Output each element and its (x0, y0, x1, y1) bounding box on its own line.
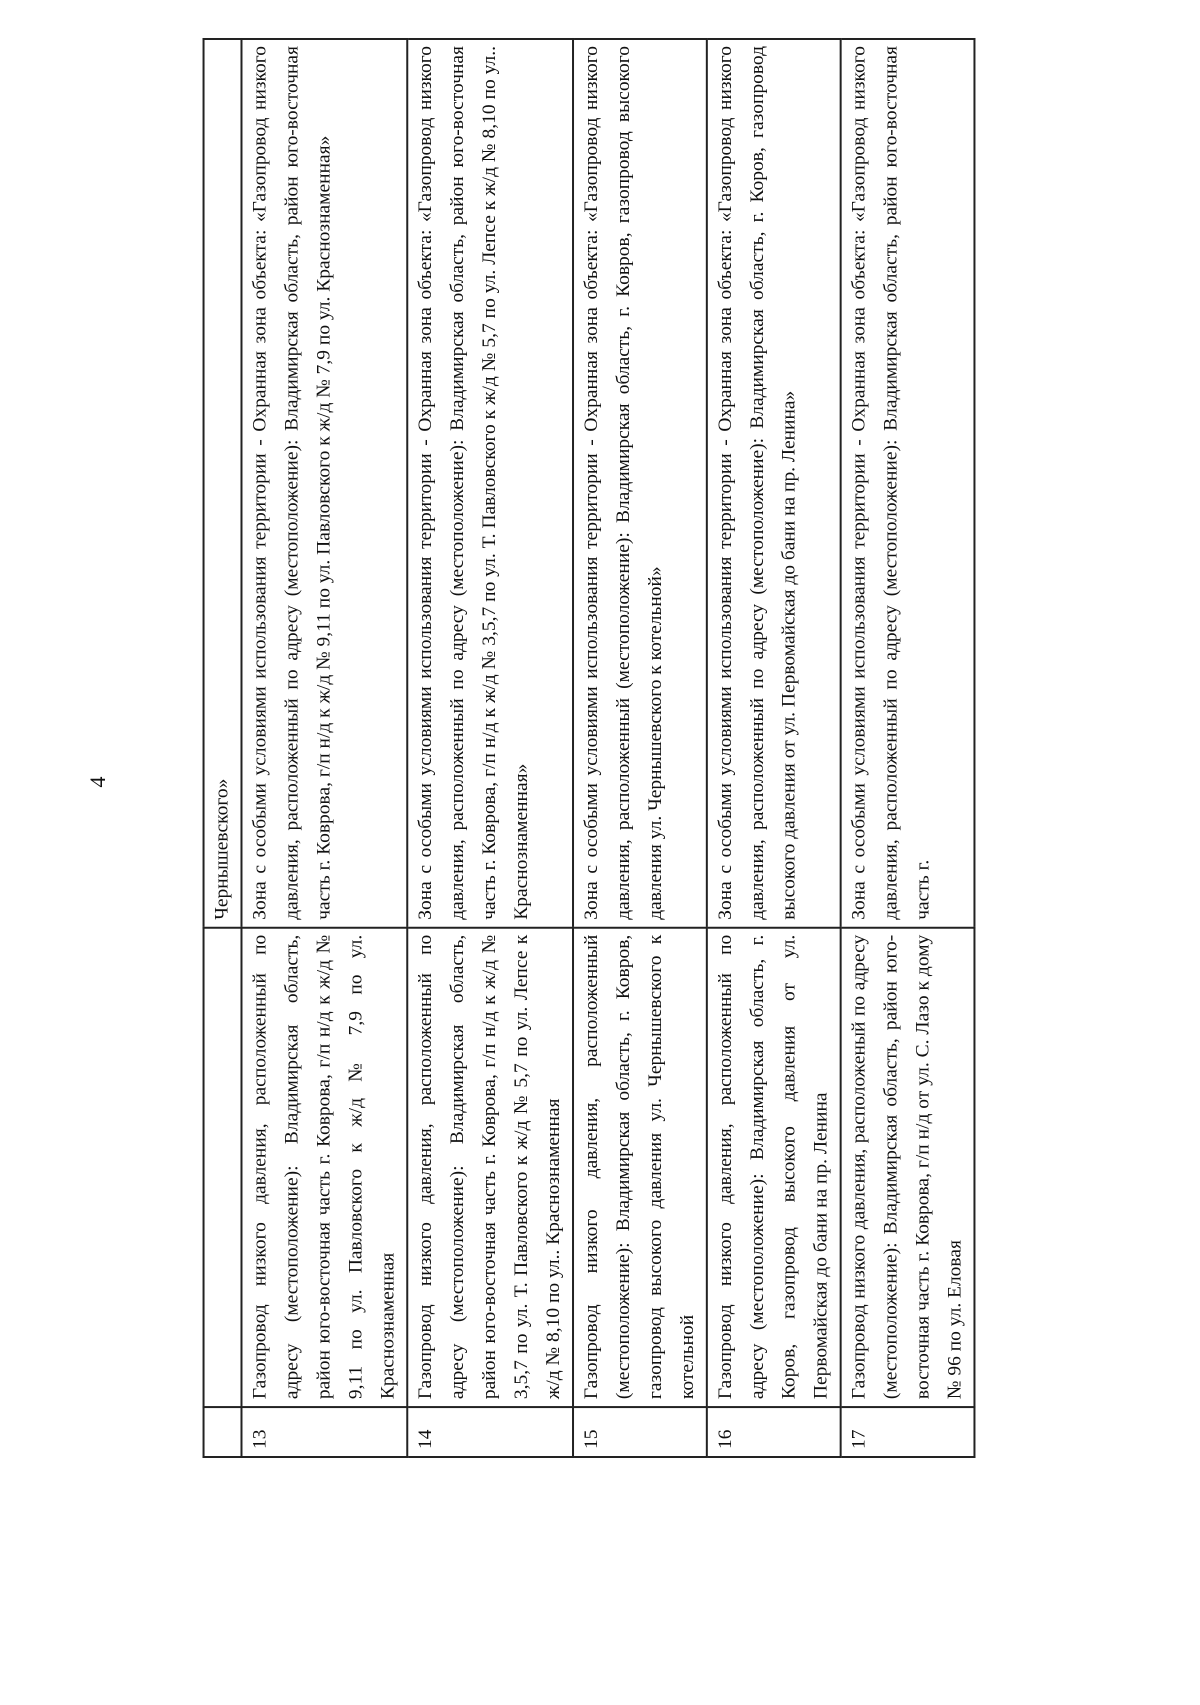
row-number: 14 (407, 1407, 573, 1457)
page-number: 4 (85, 776, 110, 788)
cell-num-empty (204, 1407, 242, 1457)
table-row (573, 39, 707, 1457)
table-row-continuation (204, 39, 242, 1457)
row-number: 13 (241, 1407, 407, 1457)
cell-zone-continuation: Чернышевского» (204, 39, 242, 928)
zone-description: Зона с особыми условиями использования территории - Охранная зона объекта: «Газопровод низкого давления, расположенный (местоположение): Владимирская область, г. Ковров, газопровод высокого давления ул. Чернышевского к котельной» (573, 39, 707, 928)
zones-table (203, 38, 976, 1458)
row-number: 17 (841, 1407, 975, 1457)
object-description: Газопровод низкого давления, расположенный по адресу (местоположение): Владимирская область, район юго-восточная часть г. Коврова, г/п н/д к ж/д № 9,11 по ул. Павловского к ж/д № 7,9 по ул. Краснознаменная (241, 928, 407, 1407)
row-number: 15 (573, 1407, 707, 1457)
cell-desc-empty (204, 928, 242, 1407)
table-row (841, 39, 975, 1457)
zone-description: Зона с особыми условиями использования территории - Охранная зона объекта: «Газопровод низкого давления, расположенный по адресу (местоположение): Владимирская область, район юго-восточная часть г. (841, 39, 975, 928)
table-row (241, 39, 407, 1457)
zone-description: Зона с особыми условиями использования территории - Охранная зона объекта: «Газопровод низкого давления, расположенный по адресу (местоположение): Владимирская область, район юго-восточная часть г. Коврова, г/п н/д к ж/д № 9,11 по ул. Павловского к ж/д № 7,9 по ул. Краснознаменная» (241, 39, 407, 928)
object-description: Газопровод низкого давления, расположенный по адресу (местоположение): Владимирская область, район юго-восточная часть г. Коврова, г/п н/д к ж/д № 3,5,7 по ул. Т. Павловского к ж/д № 5,7 по ул. Лепсе к ж/д № 8,10 по ул.. Краснознаменная (407, 928, 573, 1407)
row-number: 16 (707, 1407, 841, 1457)
table-row (707, 39, 841, 1457)
object-description: Газопровод низкого давления, расположенный (местоположение): Владимирская область, г. Ковров, газопровод высокого давления ул. Чернышевского к котельной (573, 928, 707, 1407)
zone-description: Зона с особыми условиями использования территории - Охранная зона объекта: «Газопровод низкого давления, расположенный по адресу (местоположение): Владимирская область, район юго-восточная часть г. Коврова, г/п н/д к ж/д № 3,5,7 по ул. Т. Павловского к ж/д № 5,7 по ул. Лепсе к ж/д № 8,10 по ул.. Краснознаменная» (407, 39, 573, 928)
table-row (407, 39, 573, 1457)
rotated-table-container (203, 38, 976, 1458)
zone-description: Зона с особыми условиями использования территории - Охранная зона объекта: «Газопровод низкого давления, расположенный по адресу (местоположение): Владимирская область, г. Коров, газопровод высокого давления от ул. Первомайская до бани на пр. Ленина» (707, 39, 841, 928)
object-description: Газопровод низкого давления, расположеный по адресу (местоположение): Владимирская область, район юго-восточная часть г. Коврова, г/п н/д от ул. С. Лазо к дому № 96 по ул. Еловая (841, 928, 975, 1407)
object-description: Газопровод низкого давления, расположенный по адресу (местоположение): Владимирская область, г. Коров, газопровод высокого давления от ул. Первомайская до бани на пр. Ленина (707, 928, 841, 1407)
